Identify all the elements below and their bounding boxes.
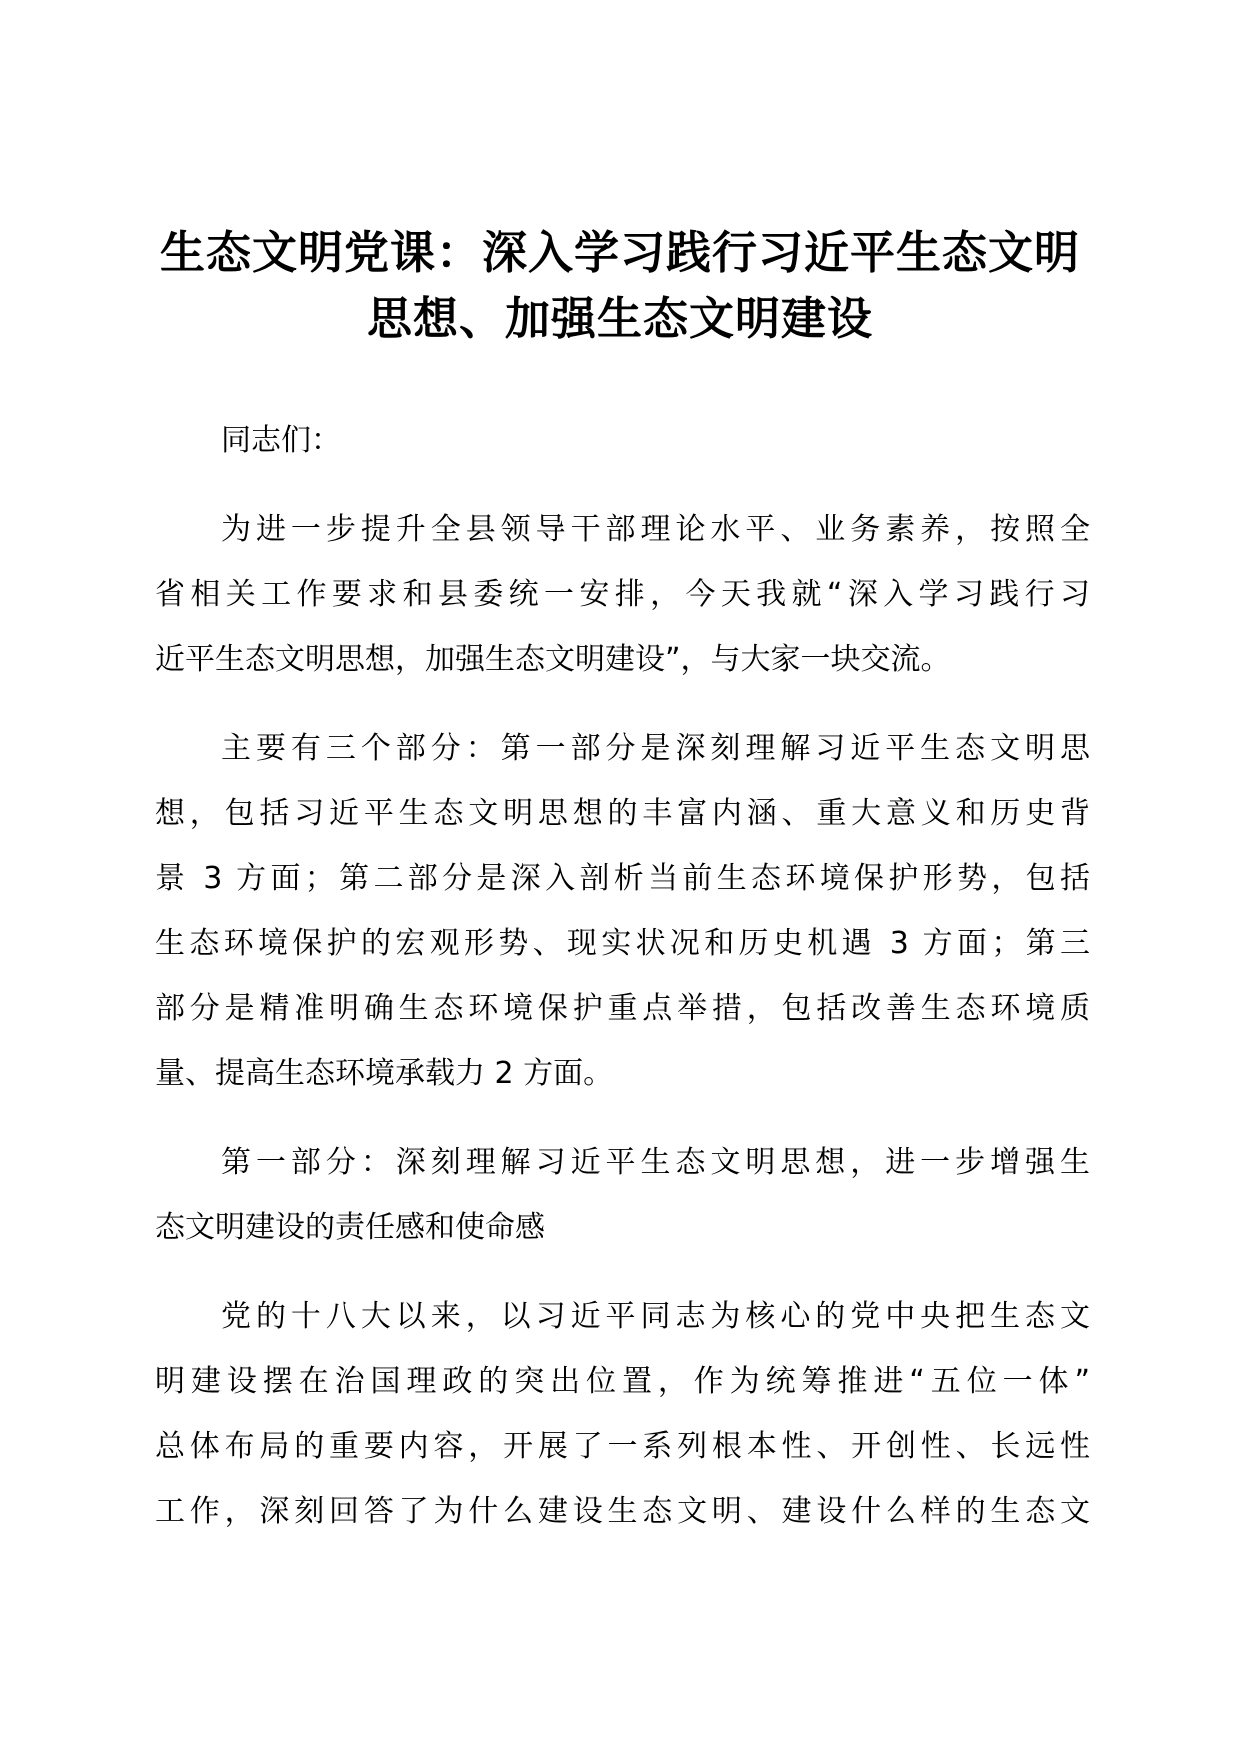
greeting: 同志们： (221, 423, 341, 458)
paragraph-intro (155, 497, 1090, 692)
paragraph-line: 明建设摆在治国理政的突出位置，作为统筹推进“五位一体” (155, 1364, 1090, 1399)
paragraph-line: 生态环境保护的宏观形势、现实状况和历史机遇 3 方面；第三 (155, 926, 1090, 961)
section-heading-part-1 (155, 1130, 1090, 1260)
paragraph-line: 态文明建设的责任感和使命感 (155, 1210, 545, 1245)
paragraph-line: 景 3 方面；第二部分是深入剖析当前生态环境保护形势，包括 (155, 861, 1090, 896)
greeting-paragraph (155, 408, 1090, 473)
paragraph-line: 近平生态文明思想，加强生态文明建设”，与大家一块交流。 (155, 642, 951, 677)
paragraph-line: 第一部分：深刻理解习近平生态文明思想，进一步增强生 (221, 1145, 1090, 1180)
title-line-1: 生态文明党课：深入学习践行习近平生态文明 (159, 226, 1080, 279)
paragraph-line: 量、提高生态环境承载力 2 方面。 (155, 1056, 614, 1091)
paragraph-line: 部分是精准明确生态环境保护重点举措，包括改善生态环境质 (155, 991, 1090, 1026)
paragraph-line: 党的十八大以来，以习近平同志为核心的党中央把生态文 (221, 1299, 1090, 1334)
paragraph-line: 工作，深刻回答了为什么建设生态文明、建设什么样的生态文 (155, 1494, 1090, 1529)
paragraph-line: 总体布局的重要内容，开展了一系列根本性、开创性、长远性 (155, 1429, 1090, 1464)
paragraph-part-1-body (155, 1284, 1090, 1544)
paragraph-line: 想，包括习近平生态文明思想的丰富内涵、重大意义和历史背 (155, 796, 1090, 831)
paragraph-line: 省相关工作要求和县委统一安排，今天我就“深入学习践行习 (155, 577, 1090, 612)
paragraph-line: 主要有三个部分：第一部分是深刻理解习近平生态文明思 (221, 731, 1090, 766)
paragraph-overview (155, 716, 1090, 1106)
paragraph-line: 为进一步提升全县领导干部理论水平、业务素养，按照全 (221, 512, 1090, 547)
document-body (155, 408, 1090, 1546)
title-line-2: 思想、加强生态文明建设 (366, 292, 873, 345)
document-title (150, 220, 1090, 352)
